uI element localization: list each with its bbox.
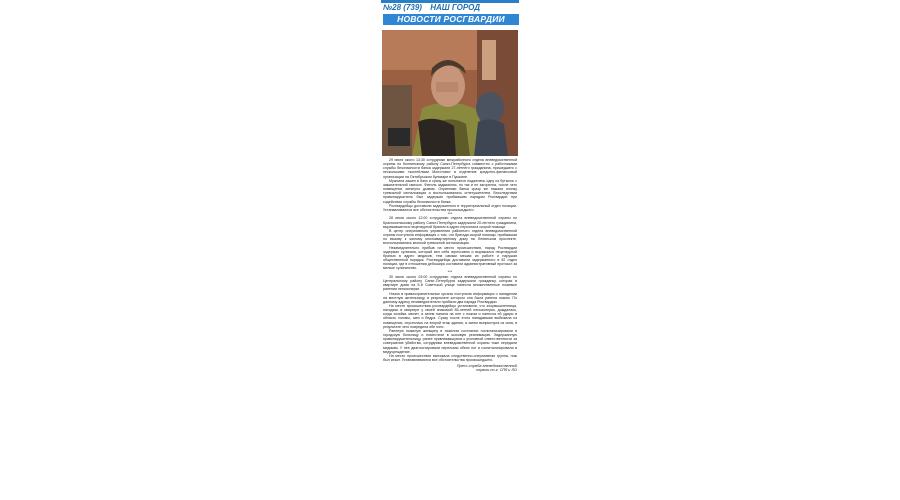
newspaper-column [381, 0, 519, 500]
article-paragraph: Росгвардейцы доставили задержанного в территориальный отдел полиции. Устанавливаются все обстоятельства произошедшего. [383, 203, 517, 212]
issue-header [383, 3, 519, 13]
article-paragraph: В центр оперативного управления районного отдела вневедомственной охраны поступила информация о том, что бригада скорой помощи, прибывшая по вызову к жилому многоквартирному дому на Ленинском проспекте, воспользовалась кнопкой тревожной сигнализации. [383, 228, 517, 246]
section-name: НАШ ГОРОД [430, 3, 481, 12]
article-paragraph: Раненую пожилую женщину в тяжелом состоянии госпитализировали в городскую больницу и поместили в шоковую реанимацию. Задержанную правонарушительницу, ранее привлекавшуюся к уголовной ответственности за совершение убийства, сотрудники вневедомственной охраны тоже передали медикам. У нее диагностировали переломы обеих ног и госпитализировали в медучреждение. [383, 328, 517, 354]
signature-line-1: Пресс-служба вневедомственной [456, 364, 517, 369]
article-paragraph: 28 июля около 12:00 сотрудники отдела вневедомственной охраны по Красносельскому району Санкт-Петербурга задержали 20-летнего гражданина, выражавшегося нецензурной бранью в адрес персонала скорой помощи. [383, 216, 517, 229]
article-body [383, 158, 517, 498]
press-signature [383, 364, 517, 373]
news-photo [382, 30, 518, 156]
section-title: НОВОСТИ РОСГВАРДИИ [383, 14, 519, 25]
article-paragraph: Незамедлительно прибыв на место происшествия, наряд Росгвардии задержал хулигана, который вел себя агрессивно и выражался нецензурной бранью в адрес медиков, тем самым мешая их работе и нарушая общественный порядок. Росгвардейцы доставили задержанного в 82 отдел полиции, где в отношении дебошира составили административный протокол за мелкое хулиганство. [383, 245, 517, 271]
news-photo-image [382, 30, 518, 156]
separator: *** [447, 211, 453, 217]
issue-number: №28 (739) [383, 3, 422, 12]
separator: *** [447, 269, 453, 275]
article-paragraph: 29 июля около 13:30 сотрудники межрайонного отдела вневедомственной охраны по Колпинскому району Санкт-Петербурга совместно с работниками службы безопасности банка задержали 27-летнего гражданина, пришедшего с несколькими «коктейлями Молотова» в отделение кредитно-финансовой организации на Октябрьском бульваре в Пушкине. [383, 158, 517, 179]
article-paragraph: Ночью в правоохранительные органы поступила информация о нападении на местную жительницу, в результате которого она была ранена ножом. По данному адресу незамедлительно прибыли два наряда Росгвардии. [383, 291, 517, 304]
article-paragraph: Мужчина зашел в банк и сразу же попытался подженечь одну из бутылок с зажигательной смесью. Фитиль задымился, но так и не загорелся, после чего помещение затянуло дымом. Охранники банка сразу же нажали кнопку тревожной сигнализации и воспользовались огнетушителем. Впоследствии правонарушитель был задержан прибывшим нарядом Росгвардии при содействии службы безопасности банка. [383, 178, 517, 204]
article-paragraph: На место происшествия выезжала следственно-оперативная группа, нож был изъят. Устанавливаются все обстоятельства произошедшего. [383, 353, 517, 362]
article-paragraph: На месте происшествия росгвардейцы установили, что злоумышленница, находясь в квартире у своей знакомой 85-летней пенсионерки, дождалась, когда хозяйка заснет, а затем напала на нее с ножом и нанесла ей удары в область головы, шеи и бедра. Сразу после этого нападавшая выбежала из помещения, спустилась на второй этаж здания, а затем выпрыгнула из окна, в результате чего повредила обе ноги. [383, 303, 517, 329]
article-paragraph: 30 июля около 03:00 сотрудники отдела вневедомственной охраны по Центральному району Санкт-Петербурга задержали гражданку, которая в квартире дома на 5-й Советской улице нанесла множественные ножевые ранения пенсионерке. [383, 274, 517, 292]
signature-line-2: охраны по г. СПб и ЛО [476, 368, 517, 373]
